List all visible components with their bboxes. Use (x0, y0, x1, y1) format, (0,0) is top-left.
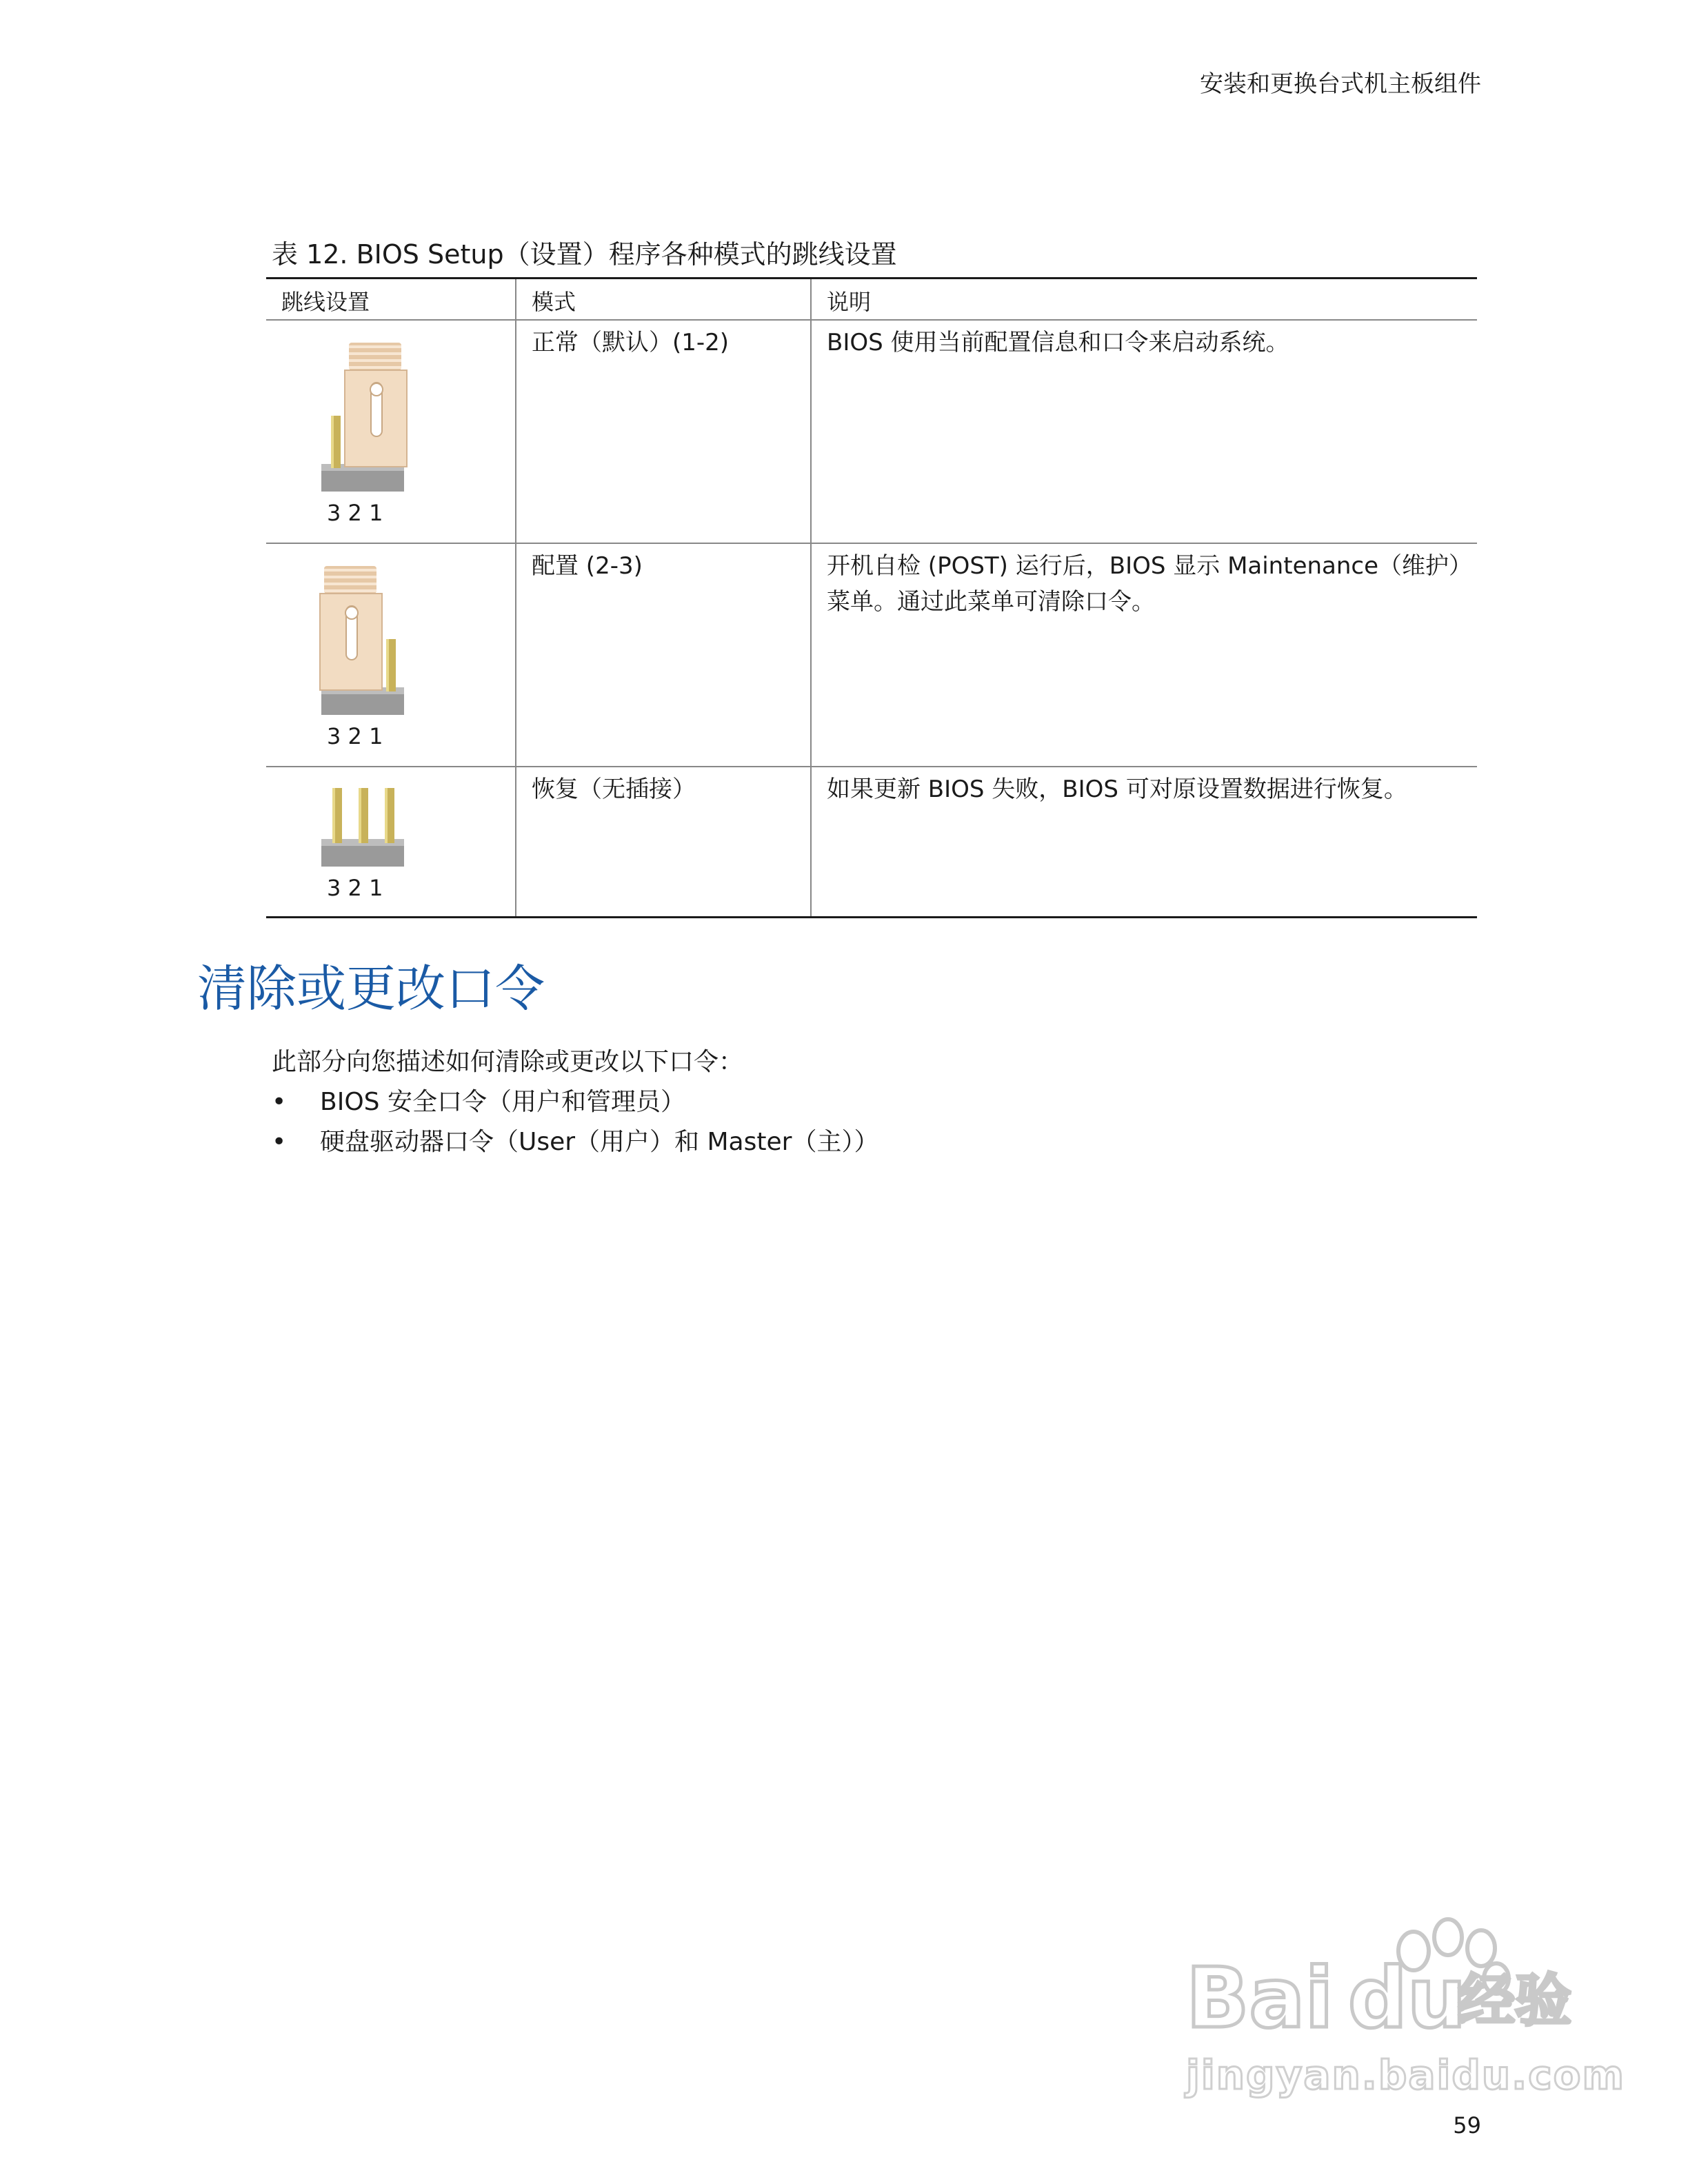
mode-cell: 恢复（无插接） (516, 767, 811, 918)
bullet-icon: • (272, 1088, 287, 1116)
jumper-settings-table (266, 277, 1477, 918)
password-list (272, 1082, 878, 1162)
svg-text:du: du (1348, 1951, 1467, 2047)
svg-text:Bai: Bai (1186, 1951, 1334, 2047)
table-row (266, 543, 1477, 767)
mode-cell: 配置 (2-3) (516, 543, 811, 767)
section-title: 清除或更改口令 (197, 960, 545, 1018)
mode-cell: 正常（默认）(1-2) (516, 320, 811, 543)
svg-text:经验: 经验 (1458, 1968, 1572, 2034)
watermark-url: jingyan.baidu.com (1186, 2052, 1625, 2099)
list-item-text: 硬盘驱动器口令（User（用户）和 Master（主）） (320, 1128, 879, 1156)
table-header-row (266, 279, 1477, 320)
table-caption: 表 12. BIOS Setup（设置）程序各种模式的跳线设置 (272, 239, 897, 270)
jumper-figure-cell (266, 767, 516, 918)
table-row (266, 320, 1477, 543)
running-header: 安装和更换台式机主板组件 (1200, 70, 1481, 98)
pin-numbers: 3 2 1 (327, 499, 383, 526)
page-number: 59 (1453, 2112, 1481, 2138)
jumper-figure-cell (266, 543, 516, 767)
list-item (272, 1082, 878, 1122)
header-jumper-setting: 跳线设置 (266, 279, 516, 320)
list-item (272, 1122, 878, 1162)
jumper-cap (320, 566, 382, 690)
section-intro: 此部分向您描述如何清除或更改以下口令： (272, 1048, 744, 1076)
header-description: 说明 (811, 279, 1477, 320)
jumper-recovery-illustration (266, 767, 514, 916)
table-row (266, 767, 1477, 918)
jumper-normal-illustration (266, 321, 514, 541)
pin-numbers: 3 2 1 (327, 722, 383, 749)
bullet-icon: • (272, 1128, 287, 1156)
jumper-figure-cell (266, 320, 516, 543)
pin-numbers: 3 2 1 (327, 874, 383, 901)
header-mode: 模式 (516, 279, 811, 320)
description-cell: 如果更新 BIOS 失败，BIOS 可对原设置数据进行恢复。 (811, 767, 1477, 918)
description-cell: BIOS 使用当前配置信息和口令来启动系统。 (811, 320, 1477, 543)
jumper-cap (345, 343, 407, 467)
list-item-text: BIOS 安全口令（用户和管理员） (320, 1088, 685, 1116)
jumper-config-illustration (266, 544, 514, 765)
description-cell: 开机自检 (POST) 运行后，BIOS 显示 Maintenance（维护）菜单。通过此菜单可清除口令。 (811, 543, 1477, 767)
baidu-jingyan-watermark (1186, 1910, 1625, 2116)
